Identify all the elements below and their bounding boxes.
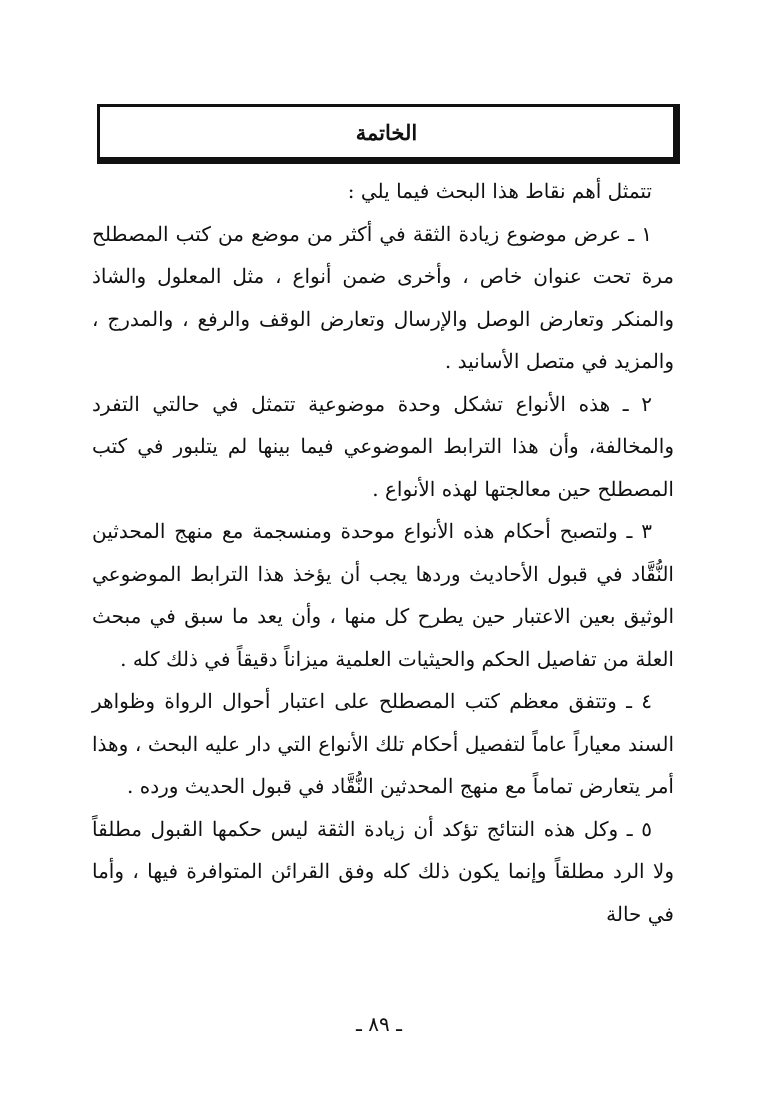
- body-text: [92, 170, 674, 935]
- paragraph-1: ١ ـ عرض موضوع زيادة الثقة في أكثر من موضع من كتب المصطلح مرة تحت عنوان خاص ، وأخرى ضمن أنواع ، مثل المعلول والشاذ والمنكر وتعارض الوصل والإرسال وتعارض الوقف والرفع ، والمدرج ، والمزيد في متصل الأسانيد .: [92, 221, 674, 373]
- chapter-title-box: [97, 104, 680, 164]
- paragraph-4: ٤ ـ وتتفق معظم كتب المصطلح على اعتبار أحوال الرواة وظواهر السند معياراً عاماً لتفصيل أحكام تلك الأنواع التي دار عليه البحث ، وهذا أمر يتعارض تماماً مع منهج المحدثين النُّقَّاد في قبول الحديث ورده .: [92, 689, 674, 798]
- paragraph-2: ٢ ـ هذه الأنواع تشكل وحدة موضوعية تتمثل في حالتي التفرد والمخالفة، وأن هذا الترابط الموضوعي فيما بينها لم يتلبور في كتب المصطلح حين معالجتها لهذه الأنواع .: [92, 391, 674, 501]
- intro-line: تتمثل أهم نقاط هذا البحث فيما يلي :: [347, 179, 652, 203]
- chapter-title: الخاتمة: [355, 119, 418, 145]
- paragraph-5: ٥ ـ وكل هذه النتائج تؤكد أن زيادة الثقة ليس حكمها القبول مطلقاً ولا الرد مطلقاً وإنما يكون ذلك كله وفق القرائن المتوافرة فيها ، وأما في حالة: [92, 816, 674, 926]
- paragraph-3: ٣ ـ ولتصبح أحكام هذه الأنواع موحدة ومنسجمة مع منهج المحدثين النُّقَّاد في قبول الأحاديث وردها يجب أن يؤخذ هذا الترابط الموضوعي الوثيق بعين الاعتبار حين يطرح كل منها ، وأن يعد ما سبق في مبحث العلة من تفاصيل الحكم والحيثيات العلمية ميزاناً دقيقاً في ذلك كله .: [92, 519, 675, 671]
- page-number: ـ ٨٩ ـ: [356, 1012, 402, 1036]
